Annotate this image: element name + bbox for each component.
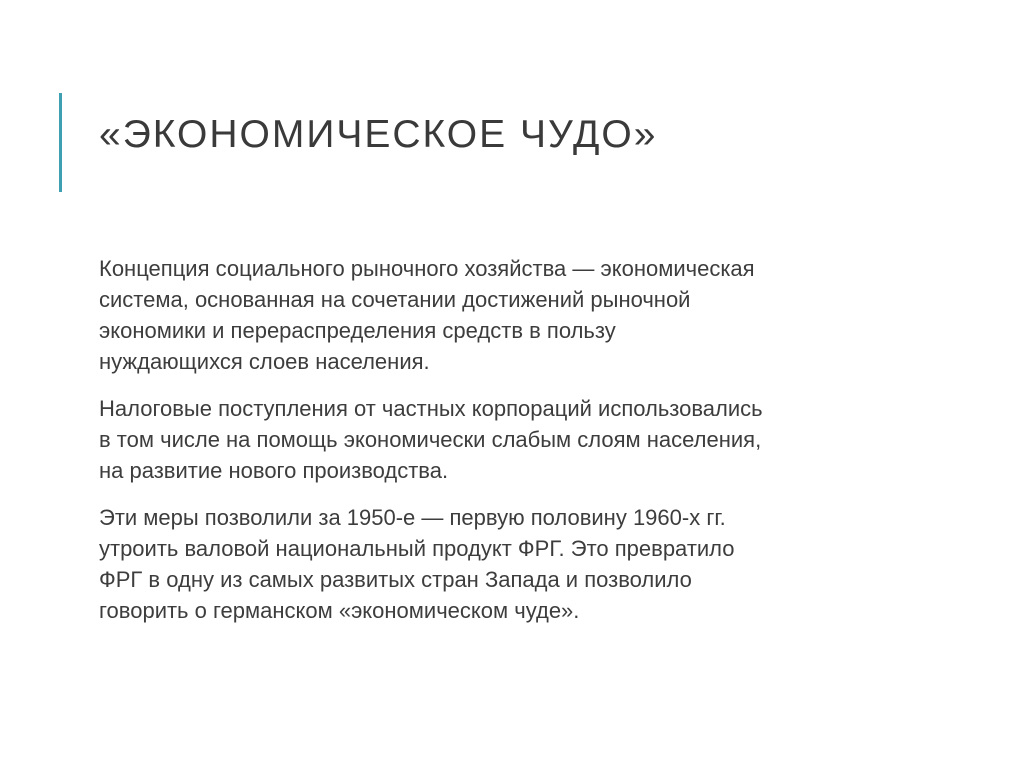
paragraph-line: говорить о германском «экономическом чуде».	[99, 598, 580, 623]
paragraph-line: система, основанная на сочетании достижений рыночной	[99, 287, 691, 312]
paragraph-line: нуждающихся слоев населения.	[99, 349, 430, 374]
slide-title: «ЭКОНОМИЧЕСКОЕ ЧУДО»	[99, 113, 658, 156]
slide-body	[99, 253, 919, 642]
paragraph-line: в том числе на помощь экономически слабым слоям населения,	[99, 427, 762, 452]
paragraph-line: Налоговые поступления от частных корпораций использовались	[99, 396, 763, 421]
paragraph-line: экономики и перераспределения средств в пользу	[99, 318, 616, 343]
paragraph-line: утроить валовой национальный продукт ФРГ. Это превратило	[99, 536, 735, 561]
paragraph-line: Концепция социального рыночного хозяйства — экономическая	[99, 256, 755, 281]
paragraph-1	[99, 253, 919, 377]
paragraph-line: ФРГ в одну из самых развитых стран Запада и позволило	[99, 567, 692, 592]
paragraph-line: Эти меры позволили за 1950-е — первую половину 1960-х гг.	[99, 505, 726, 530]
title-accent-bar	[59, 93, 62, 192]
paragraph-3	[99, 502, 919, 626]
paragraph-line: на развитие нового производства.	[99, 458, 449, 483]
paragraph-2	[99, 393, 919, 486]
